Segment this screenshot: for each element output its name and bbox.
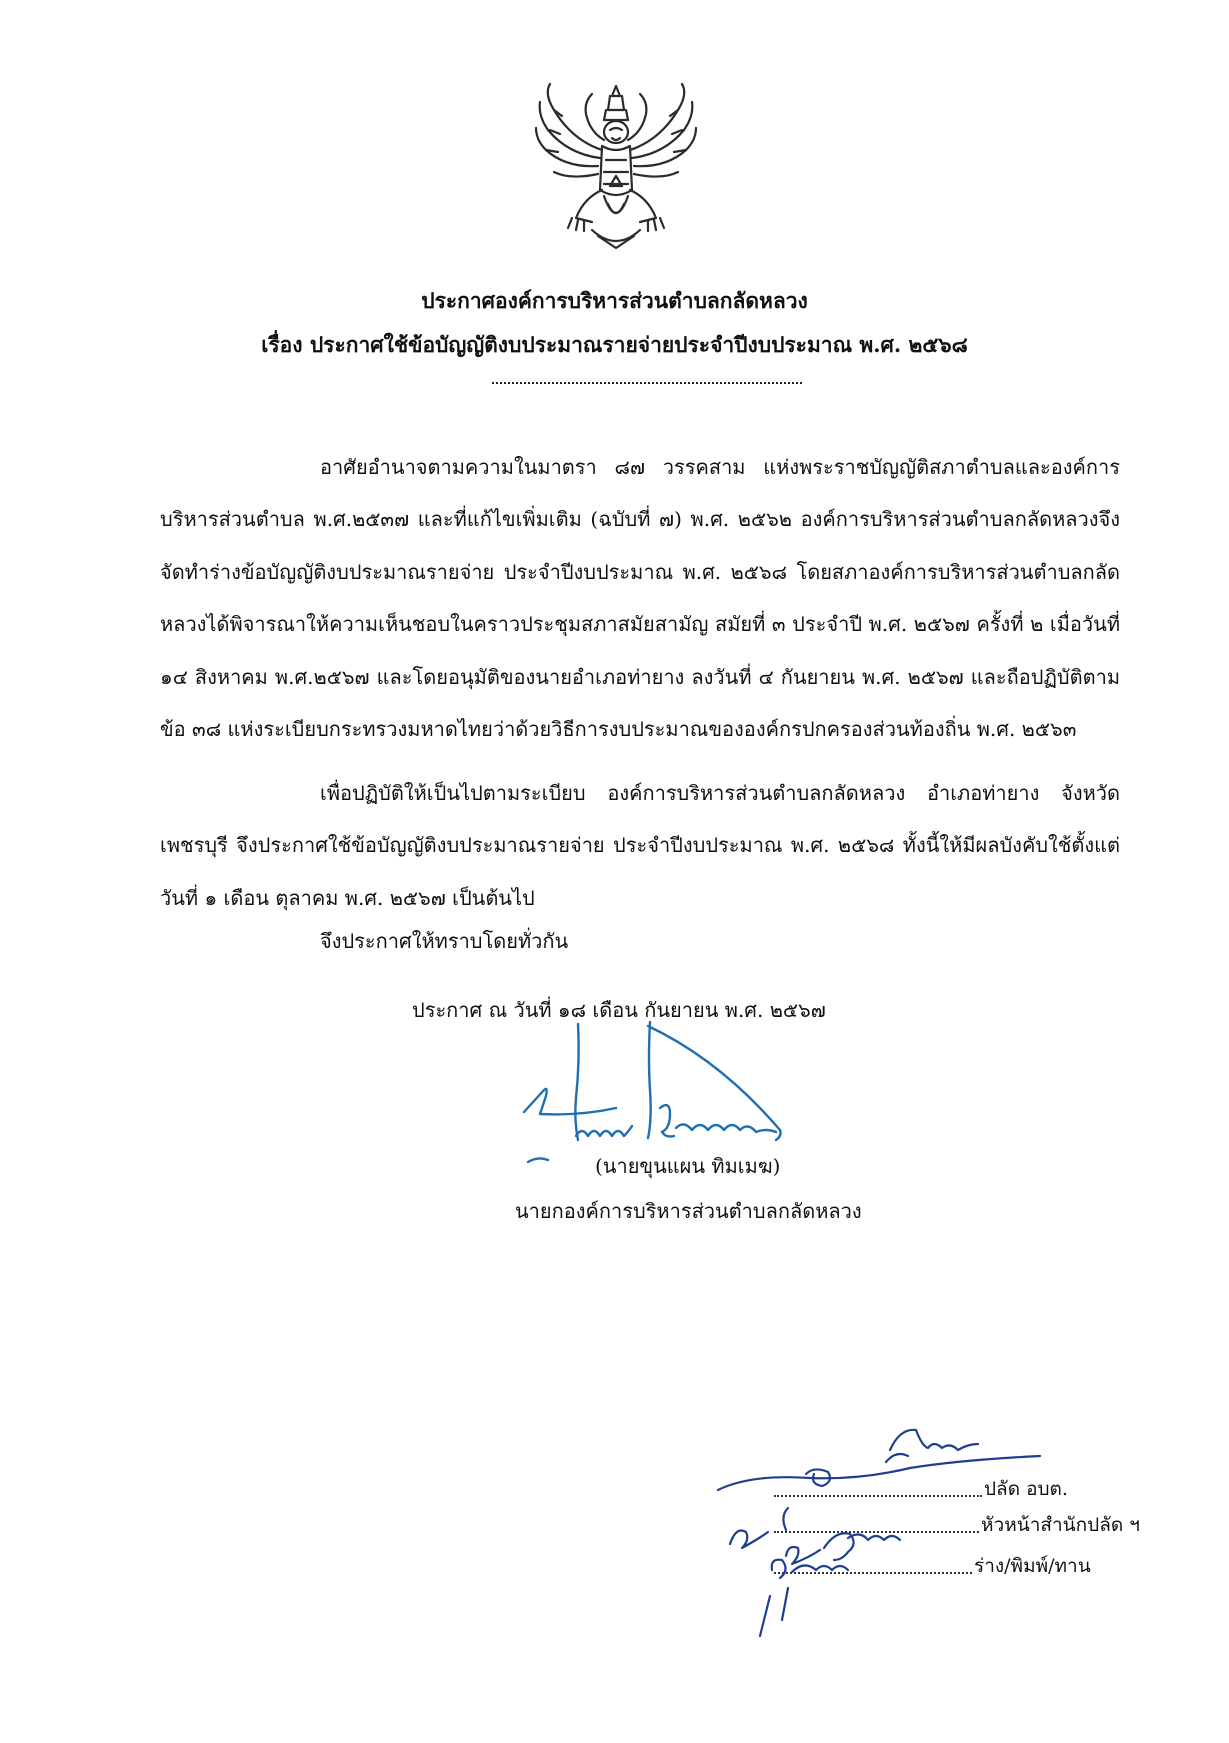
handwritten-signature-icon: [520, 1020, 840, 1170]
approval-line-deputy: [774, 1476, 1068, 1502]
announcement-title: ประกาศองค์การบริหารส่วนตำบลกลัดหลวง: [421, 288, 808, 313]
approval-dotted-line: [774, 1495, 982, 1497]
signer-name: (นายขุนแผน ทิมเมฆ): [595, 1154, 781, 1178]
approval-line-office-head: [774, 1512, 1140, 1538]
approval-line-drafter: [774, 1553, 1091, 1579]
announcement-date: ประกาศ ณ วันที่ ๑๘ เดือน กันยายน พ.ศ. ๒๕๖๗: [412, 998, 826, 1022]
signer-title: นายกองค์การบริหารส่วนตำบลกลัดหลวง: [515, 1199, 862, 1223]
closing-statement: จึงประกาศให้ทราบโดยทั่วกัน: [320, 929, 569, 953]
garuda-emblem-icon: [532, 80, 700, 252]
dotted-divider: [492, 382, 802, 384]
approval-label: ร่าง/พิมพ์/ทาน: [974, 1555, 1091, 1577]
approval-dotted-line: [774, 1531, 979, 1533]
body-paragraph-1: อาศัยอำนาจตามความในมาตรา ๘๗ วรรคสาม แห่งพระราชบัญญัติสภาตำบลและองค์การบริหารส่วนตำบล พ.ศ.๒๕๓๗ และที่แก้ไขเพิ่มเติม (ฉบับที่ ๗) พ.ศ. ๒๕๖๒ องค์การบริหารส่วนตำบลกลัดหลวงจึงจัดทำร่างข้อบัญญัติงบประมาณรายจ่าย ประจำปีงบประมาณ พ.ศ. ๒๕๖๘ โดยสภาองค์การบริหารส่วนตำบลกลัดหลวงได้พิจารณาให้ความเห็นชอบในคราวประชุมสภาสมัยสามัญ สมัยที่ ๓ ประจำปี พ.ศ. ๒๕๖๗ ครั้งที่ ๒ เมื่อวันที่ ๑๔ สิงหาคม พ.ศ.๒๕๖๗ และโดยอนุมัติของนายอำเภอท่ายาง ลงวันที่ ๔ กันยายน พ.ศ. ๒๕๖๗ และถือปฏิบัติตามข้อ ๓๘ แห่งระเบียบกระทรวงมหาดไทยว่าด้วยวิธีการงบประมาณขององค์กรปกครองส่วนท้องถิ่น พ.ศ. ๒๕๖๓: [160, 455, 1120, 742]
approval-label: ปลัด อบต.: [984, 1478, 1068, 1500]
approval-label: หัวหน้าสำนักปลัด ฯ: [981, 1514, 1140, 1536]
body-paragraph-2: เพื่อปฏิบัติให้เป็นไปตามระเบียบ องค์การบริหารส่วนตำบลกลัดหลวง อำเภอท่ายาง จังหวัดเพชรบุรี จึงประกาศใช้ข้อบัญญัติงบประมาณรายจ่าย ประจำปีงบประมาณ พ.ศ. ๒๕๖๘ ทั้งนี้ให้มีผลบังคับใช้ตั้งแต่วันที่ ๑ เดือน ตุลาคม พ.ศ. ๒๕๖๗ เป็นต้นไป: [160, 781, 1120, 910]
approval-dotted-line: [774, 1572, 972, 1574]
announcement-subject: เรื่อง ประกาศใช้ข้อบัญญัติงบประมาณรายจ่ายประจำปีงบประมาณ พ.ศ. ๒๕๖๘: [261, 332, 968, 357]
